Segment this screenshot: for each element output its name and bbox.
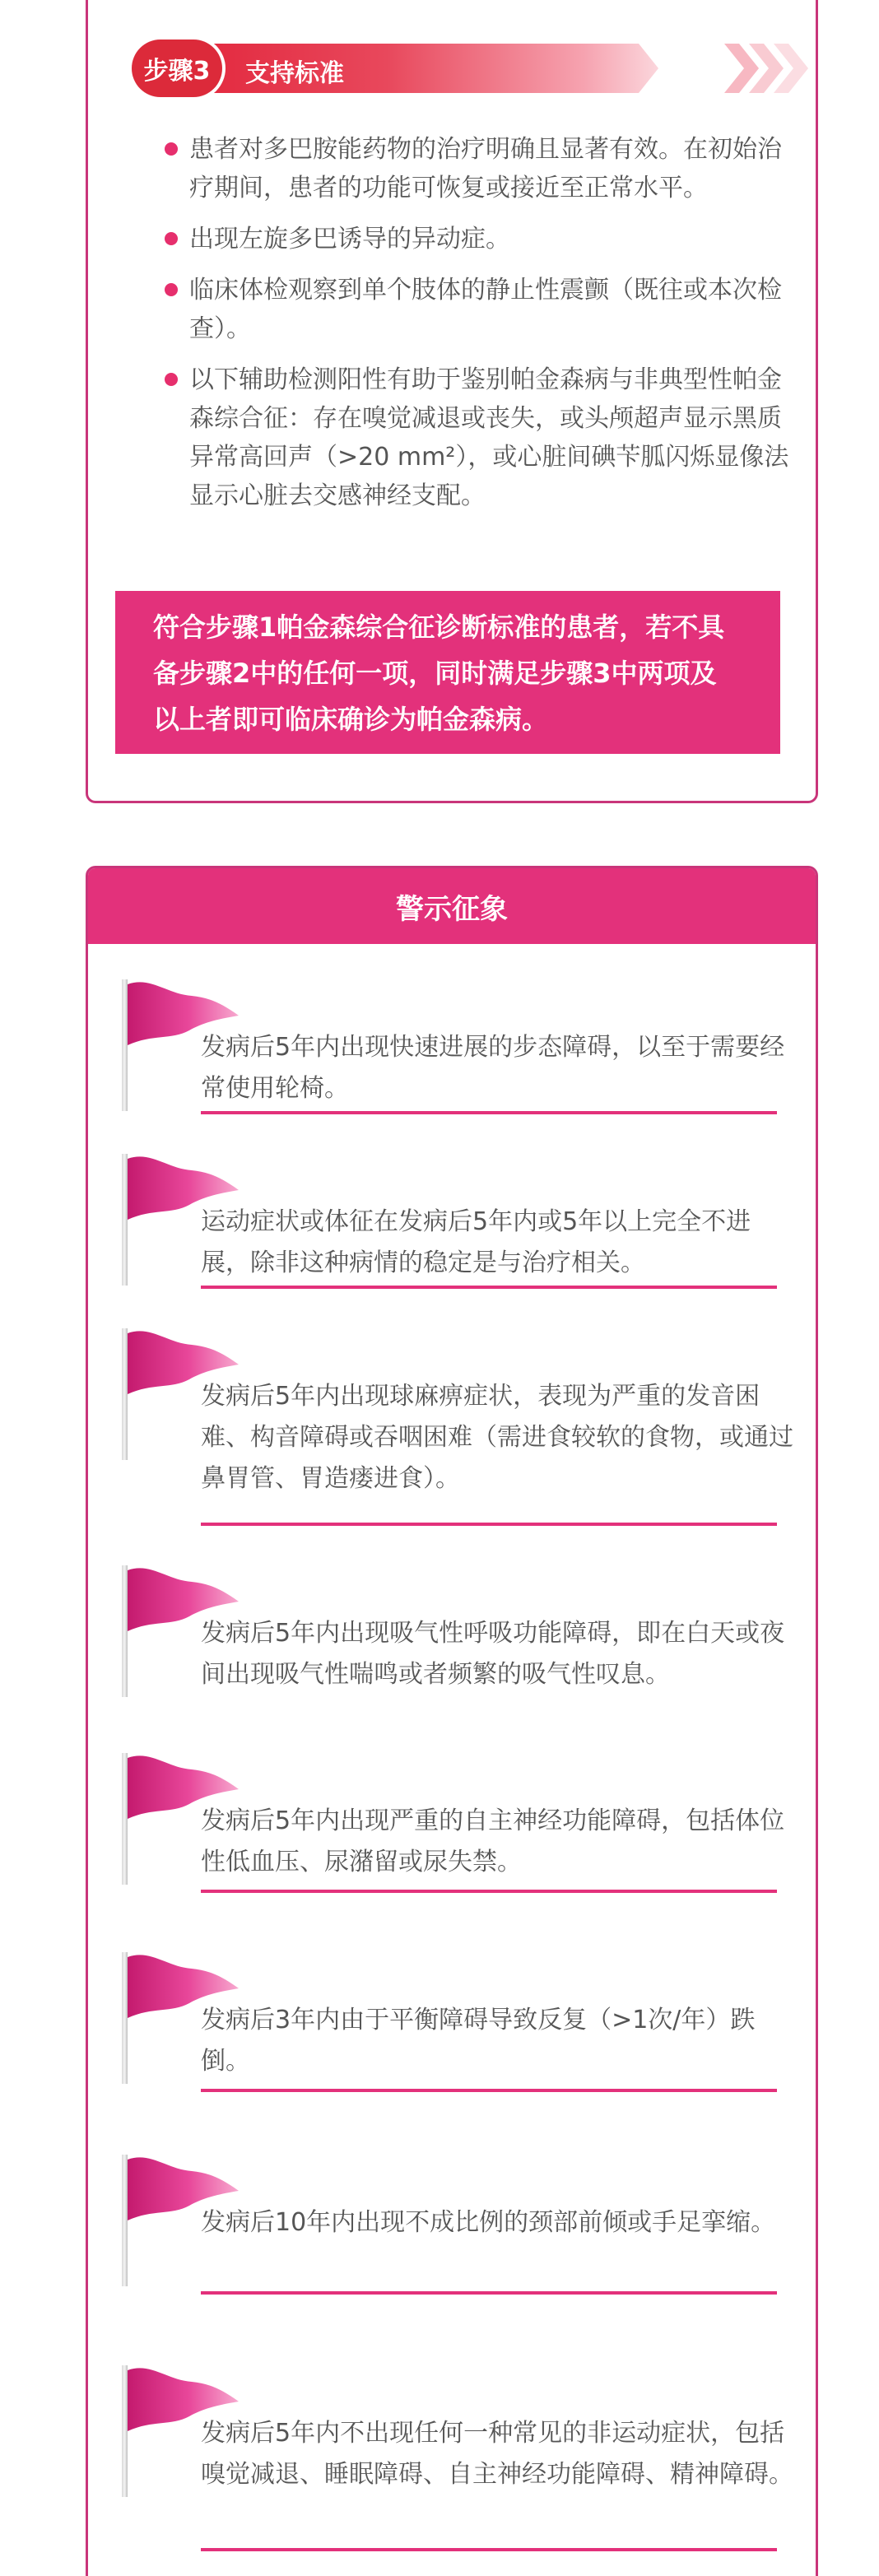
divider (201, 2089, 777, 2092)
chevrons-right-icon (724, 44, 823, 93)
step3-banner (165, 44, 658, 93)
diagnosis-conclusion: 符合步骤1帕金森综合征诊断标准的患者，若不具备步骤2中的任何一项，同时满足步骤3中两项及以上者即可临床确诊为帕金森病。 (115, 591, 780, 754)
bullet-dot-icon (165, 232, 178, 245)
list-item (165, 220, 790, 258)
warning-text: 运动症状或体征在发病后5年内或5年以上完全不进展，除非这种病情的稳定是与治疗相关。 (201, 1207, 751, 1277)
warning-text: 发病后5年内出现快速进展的步态障碍，以至于需要经常使用轮椅。 (201, 1033, 785, 1103)
divider (201, 1890, 777, 1893)
list-item (165, 130, 790, 207)
divider (201, 2291, 777, 2295)
criteria-text: 出现左旋多巴诱导的异动症。 (189, 225, 510, 253)
bullet-dot-icon (165, 283, 178, 296)
divider (201, 1523, 777, 1526)
bullet-dot-icon (165, 373, 178, 386)
criteria-text: 以下辅助检测阳性有助于鉴别帕金森病与非典型性帕金森综合征：存在嗅觉减退或丧失，或头颅超声显示黑质异常高回声（>20 mm²），或心脏间碘苄胍闪烁显像法显示心脏去交感神经支配。 (189, 365, 789, 510)
warning-signs-card (86, 866, 818, 2576)
criteria-text: 患者对多巴胺能药物的治疗明确且显著有效。在初始治疗期间，患者的功能可恢复或接近至正常水平。 (189, 135, 782, 202)
warning-text: 发病后3年内由于平衡障碍导致反复（>1次/年）跌倒。 (201, 2006, 756, 2076)
warning-text: 发病后5年内出现球麻痹症状，表现为严重的发音困难、构音障碍或吞咽困难（需进食较软的食物，或通过鼻胃管、胃造瘘进食）。 (201, 1382, 793, 1493)
warning-text: 发病后5年内出现严重的自主神经功能障碍，包括体位性低血压、尿潴留或尿失禁。 (201, 1806, 785, 1876)
warning-text: 发病后5年内不出现任何一种常见的非运动症状，包括嗅觉减退、睡眠障碍、自主神经功能障碍、精神障碍。 (201, 2419, 793, 2489)
warning-text: 发病后10年内出现不成比例的颈部前倾或手足挛缩。 (201, 2208, 776, 2237)
step-badge: 步骤3 (132, 40, 222, 97)
criteria-list (165, 130, 790, 528)
warning-signs-title: 警示征象 (88, 868, 816, 944)
divider (201, 1286, 777, 1289)
list-item (165, 360, 790, 515)
step-title: 支持标准 (245, 59, 344, 88)
list-item (165, 271, 790, 348)
divider (201, 2548, 777, 2551)
criteria-text: 临床体检观察到单个肢体的静止性震颤（既往或本次检查）。 (189, 276, 782, 343)
bullet-dot-icon (165, 142, 178, 156)
divider (201, 1111, 777, 1114)
warning-text: 发病后5年内出现吸气性呼吸功能障碍，即在白天或夜间出现吸气性喘鸣或者频繁的吸气性叹息。 (201, 1619, 785, 1689)
step3-header (132, 40, 790, 97)
